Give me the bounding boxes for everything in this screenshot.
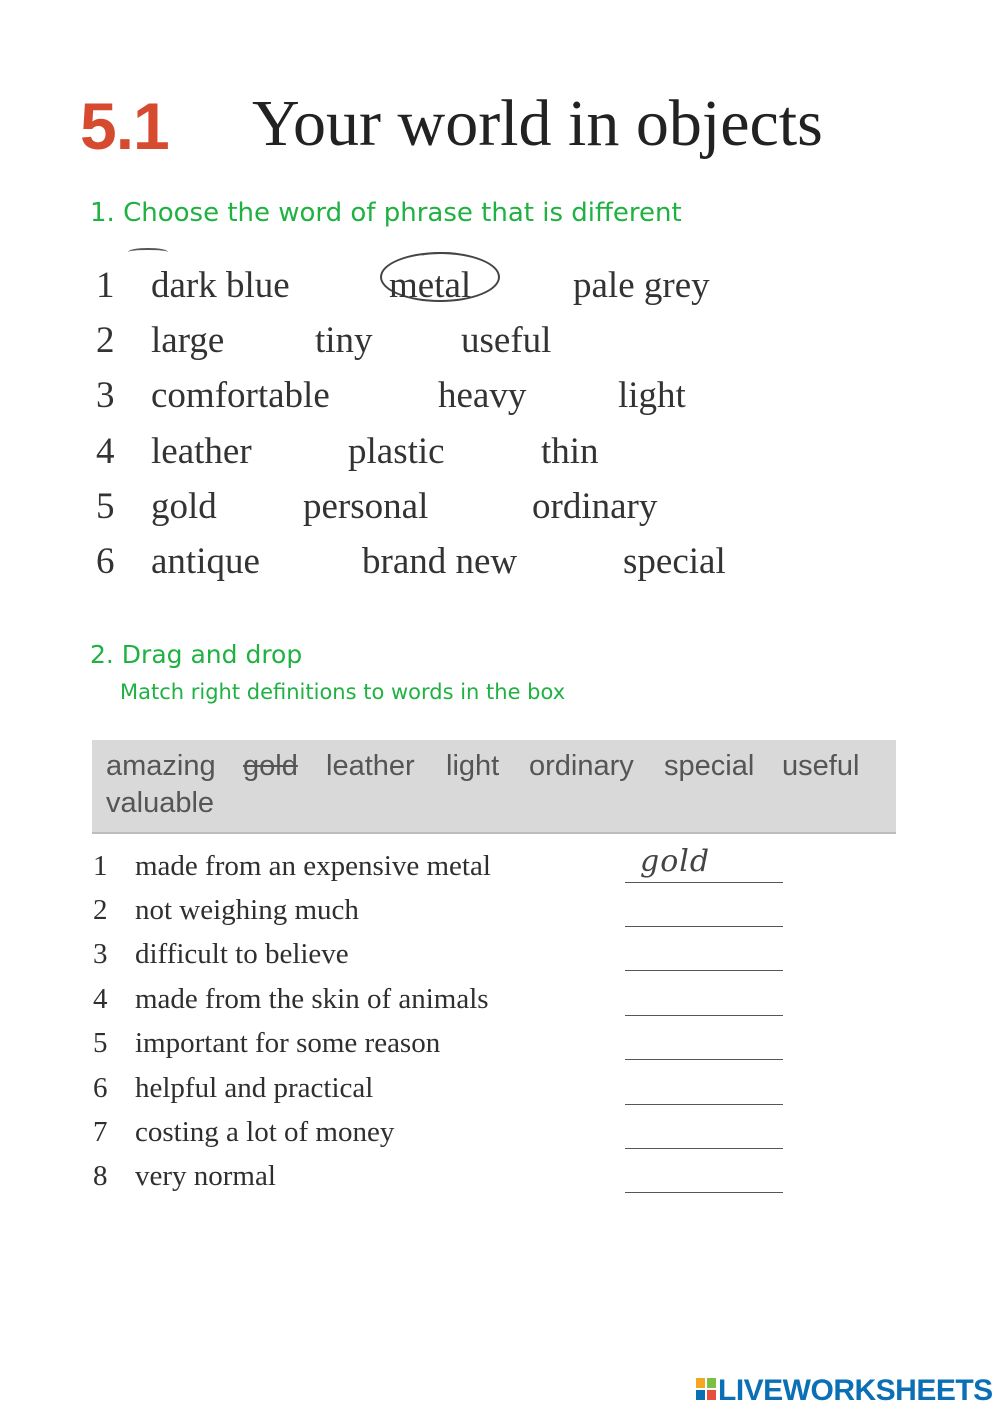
- row-number: 6: [93, 1072, 108, 1104]
- word-chip-used[interactable]: gold: [243, 750, 298, 782]
- definition-text: costing a lot of money: [135, 1116, 395, 1148]
- row-number: 7: [93, 1116, 108, 1148]
- word-option[interactable]: pale grey: [573, 265, 710, 306]
- definition-text: helpful and practical: [135, 1072, 374, 1104]
- answer-drop-zone[interactable]: [625, 1059, 783, 1060]
- answer-drop-zone[interactable]: [625, 1104, 783, 1105]
- word-option[interactable]: comfortable: [151, 375, 330, 416]
- word-option[interactable]: light: [618, 375, 686, 416]
- answer-drop-zone[interactable]: [625, 926, 783, 927]
- exercise2-subtitle: Match right definitions to words in the box: [120, 680, 566, 704]
- word-option[interactable]: plastic: [348, 431, 445, 472]
- definition-text: made from the skin of animals: [135, 983, 489, 1015]
- word-option[interactable]: brand new: [362, 541, 518, 582]
- brand-name: LIVEWORKSHEETS: [718, 1374, 993, 1407]
- word-option[interactable]: antique: [151, 541, 260, 582]
- row-number: 1: [96, 265, 115, 306]
- answer-drop-zone[interactable]: [625, 970, 783, 971]
- row-number: 5: [93, 1027, 108, 1059]
- word-chip[interactable]: special: [664, 750, 755, 782]
- answer-text: gold: [640, 844, 711, 879]
- word-option-selected[interactable]: metal: [389, 265, 472, 306]
- answer-drop-zone[interactable]: [625, 1015, 783, 1016]
- unit-number: 5.1: [80, 89, 169, 163]
- word-chip[interactable]: valuable: [106, 787, 215, 819]
- word-chip[interactable]: useful: [782, 750, 860, 782]
- row-number: 4: [96, 431, 115, 472]
- word-option[interactable]: heavy: [438, 375, 527, 416]
- row-number: 5: [96, 486, 115, 527]
- row-number: 2: [96, 320, 115, 361]
- word-option[interactable]: gold: [151, 486, 217, 527]
- answer-drop-zone[interactable]: [625, 1148, 783, 1149]
- answer-drop-zone[interactable]: [625, 882, 783, 883]
- row-number: 2: [93, 894, 108, 926]
- word-chip[interactable]: light: [446, 750, 500, 782]
- row-number: 3: [93, 938, 108, 970]
- word-option[interactable]: useful: [461, 320, 552, 361]
- word-box: [92, 740, 896, 834]
- exercise2-instruction: 2. Drag and drop: [90, 640, 303, 669]
- row-number: 1: [93, 850, 108, 882]
- word-option[interactable]: large: [151, 320, 225, 361]
- word-chip[interactable]: ordinary: [529, 750, 634, 782]
- word-chip[interactable]: leather: [326, 750, 415, 782]
- definition-text: very normal: [135, 1160, 276, 1192]
- word-option[interactable]: thin: [541, 431, 599, 472]
- word-option[interactable]: tiny: [315, 320, 373, 361]
- liveworksheets-logo-icon: [696, 1378, 718, 1402]
- word-option[interactable]: leather: [151, 431, 252, 472]
- definition-text: not weighing much: [135, 894, 359, 926]
- word-option[interactable]: dark blue: [151, 265, 290, 306]
- pen-mark: [128, 248, 168, 256]
- definition-text: difficult to believe: [135, 938, 349, 970]
- row-number: 3: [96, 375, 115, 416]
- answer-drop-zone[interactable]: [625, 1192, 783, 1193]
- definition-text: important for some reason: [135, 1027, 441, 1059]
- word-option[interactable]: personal: [303, 486, 429, 527]
- word-option[interactable]: ordinary: [532, 486, 658, 527]
- word-option[interactable]: special: [623, 541, 726, 582]
- page-title: Your world in objects: [252, 87, 823, 160]
- row-number: 4: [93, 983, 108, 1015]
- definition-text: made from an expensive metal: [135, 850, 491, 882]
- exercise1-instruction: 1. Choose the word of phrase that is different: [90, 198, 682, 228]
- row-number: 8: [93, 1160, 108, 1192]
- row-number: 6: [96, 541, 115, 582]
- word-chip[interactable]: amazing: [106, 750, 216, 782]
